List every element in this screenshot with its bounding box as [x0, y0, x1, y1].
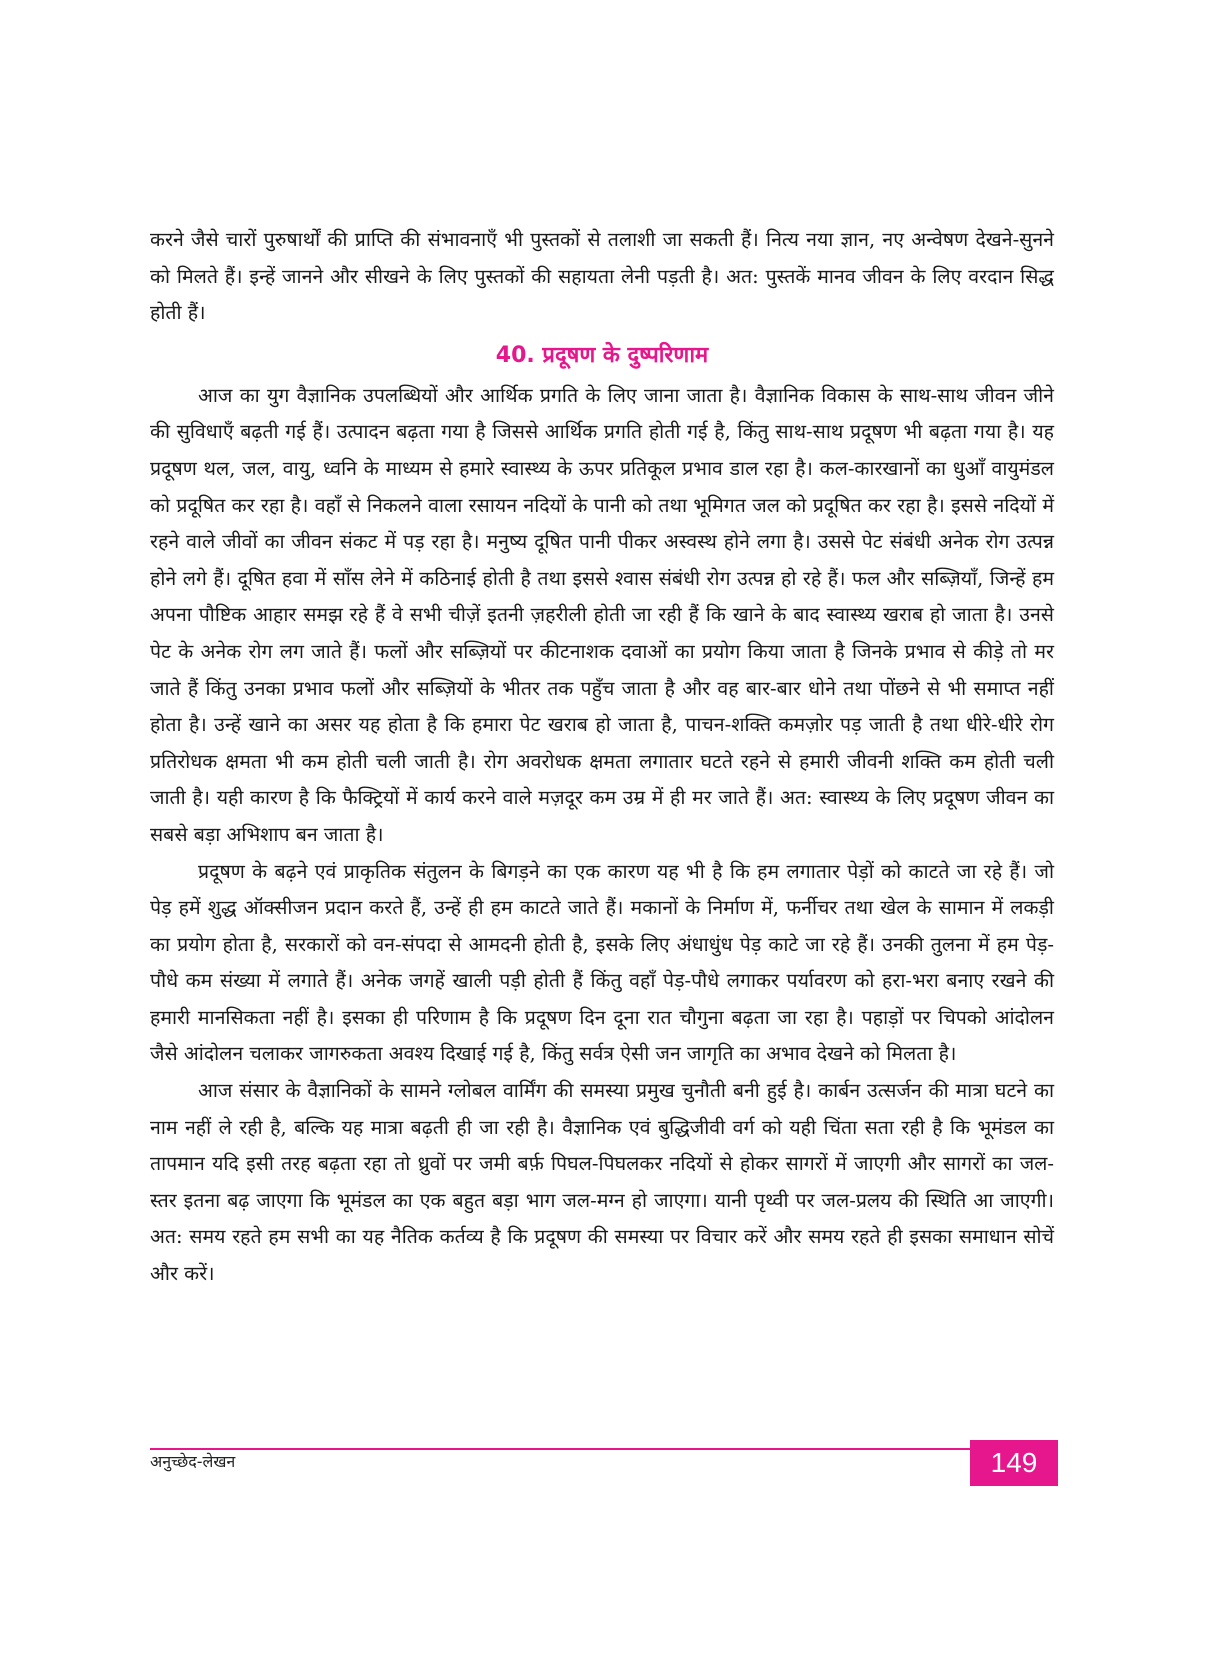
- essay-paragraph-2: प्रदूषण के बढ़ने एवं प्राकृतिक संतुलन के बिगड़ने का एक कारण यह भी है कि हम लगातार पेड़ों को काटते जा रहे हैं। जो पेड़ हमें शुद्ध ऑक्सीजन प्रदान करते हैं, उन्हें ही हम काटते जाते हैं। मकानों के निर्माण में, फर्नीचर तथा खेल के सामान में लकड़ी का प्रयोग होता है, सरकारों को वन-संपदा से आमदनी होती है, इसके लिए अंधाधुंध पेड़ काटे जा रहे हैं। उनकी तुलना में हम पेड़-पौधे कम संख्या में लगाते हैं। अनेक जगहें खाली पड़ी होती हैं किंतु वहाँ पेड़-पौधे लगाकर पर्यावरण को हरा-भरा बनाए रखने की हमारी मानसिकता नहीं है। इसका ही परिणाम है कि प्रदूषण दिन दूना रात चौगुना बढ़ता जा रहा है। पहाड़ों पर चिपको आंदोलन जैसे आंदोलन चलाकर जागरुकता अवश्य दिखाई गई है, किंतु सर्वत्र ऐसी जन जागृति का अभाव देखने को मिलता है।: [150, 859, 1054, 1066]
- essay-title: 40. प्रदूषण के दुष्परिणाम: [495, 342, 709, 368]
- intro-paragraph: करने जैसे चारों पुरुषार्थों की प्राप्ति की संभावनाएँ भी पुस्तकों से तलाशी जा सकती हैं। नित्य नया ज्ञान, नए अन्वेषण देखने-सुनने को मिलते हैं। इन्हें जानने और सीखने के लिए पुस्तकों की सहायता लेनी पड़ती है। अत: पुस्तकें मानव जीवन के लिए वरदान सिद्ध होती हैं।: [150, 228, 1054, 325]
- page-content: [150, 222, 1054, 1293]
- essay-paragraph-1: आज का युग वैज्ञानिक उपलब्धियों और आर्थिक प्रगति के लिए जाना जाता है। वैज्ञानिक विकास के साथ-साथ जीवन जीने की सुविधाएँ बढ़ती गई हैं। उत्पादन बढ़ता गया है जिससे आर्थिक प्रगति होती गई है, किंतु साथ-साथ प्रदूषण भी बढ़ता गया है। यह प्रदूषण थल, जल, वायु, ध्वनि के माध्यम से हमारे स्वास्थ्य के ऊपर प्रतिकूल प्रभाव डाल रहा है। कल-कारखानों का धुआँ वायुमंडल को प्रदूषित कर रहा है। वहाँ से निकलने वाला रसायन नदियों के पानी को तथा भूमिगत जल को प्रदूषित कर रहा है। इससे नदियों में रहने वाले जीवों का जीवन संकट में पड़ रहा है। मनुष्य दूषित पानी पीकर अस्वस्थ होने लगा है। उससे पेट संबंधी अनेक रोग उत्पन्न होने लगे हैं। दूषित हवा में साँस लेने में कठिनाई होती है तथा इससे श्वास संबंधी रोग उत्पन्न हो रहे हैं। फल और सब्ज़ियाँ, जिन्हें हम अपना पौष्टिक आहार समझ रहे हैं वे सभी चीज़ें इतनी ज़हरीली होती जा रही हैं कि खाने के बाद स्वास्थ्य खराब हो जाता है। उनसे पेट के अनेक रोग लग जाते हैं। फलों और सब्ज़ियों पर कीटनाशक दवाओं का प्रयोग किया जाता है जिनके प्रभाव से कीड़े तो मर जाते हैं किंतु उनका प्रभाव फलों और सब्ज़ियों के भीतर तक पहुँच जाता है और वह बार-बार धोने तथा पोंछने से भी समाप्त नहीं होता है। उन्हें खाने का असर यह होता है कि हमारा पेट खराब हो जाता है, पाचन-शक्ति कमज़ोर पड़ जाती है तथा धीरे-धीरे रोग प्रतिरोधक क्षमता भी कम होती चली जाती है। रोग अवरोधक क्षमता लगातार घटते रहने से हमारी जीवनी शक्ति कम होती चली जाती है। यही कारण है कि फैक्ट्रियों में कार्य करने वाले मज़दूर कम उम्र में ही मर जाते हैं। अत: स्वास्थ्य के लिए प्रदूषण जीवन का सबसे बड़ा अभिशाप बन जाता है।: [150, 383, 1054, 846]
- page-number-badge: 149: [970, 1440, 1058, 1486]
- footer-section-label: अनुच्छेद-लेखन: [150, 1452, 236, 1471]
- essay-paragraph-3: आज संसार के वैज्ञानिकों के सामने ग्लोबल वार्मिंग की समस्या प्रमुख चुनौती बनी हुई है। कार्बन उत्सर्जन की मात्रा घटने का नाम नहीं ले रही है, बल्कि यह मात्रा बढ़ती ही जा रही है। वैज्ञानिक एवं बुद्धिजीवी वर्ग को यही चिंता सता रही है कि भूमंडल का तापमान यदि इसी तरह बढ़ता रहा तो ध्रुवों पर जमी बर्फ़ पिघल-पिघलकर नदियों से होकर सागरों में जाएगी और सागरों का जल-स्तर इतना बढ़ जाएगा कि भूमंडल का एक बहुत बड़ा भाग जल-मग्न हो जाएगा। यानी पृथ्वी पर जल-प्रलय की स्थिति आ जाएगी। अत: समय रहते हम सभी का यह नैतिक कर्तव्य है कि प्रदूषण की समस्या पर विचार करें और समय रहते ही इसका समाधान सोचें और करें।: [150, 1079, 1054, 1286]
- footer-divider: [150, 1448, 970, 1450]
